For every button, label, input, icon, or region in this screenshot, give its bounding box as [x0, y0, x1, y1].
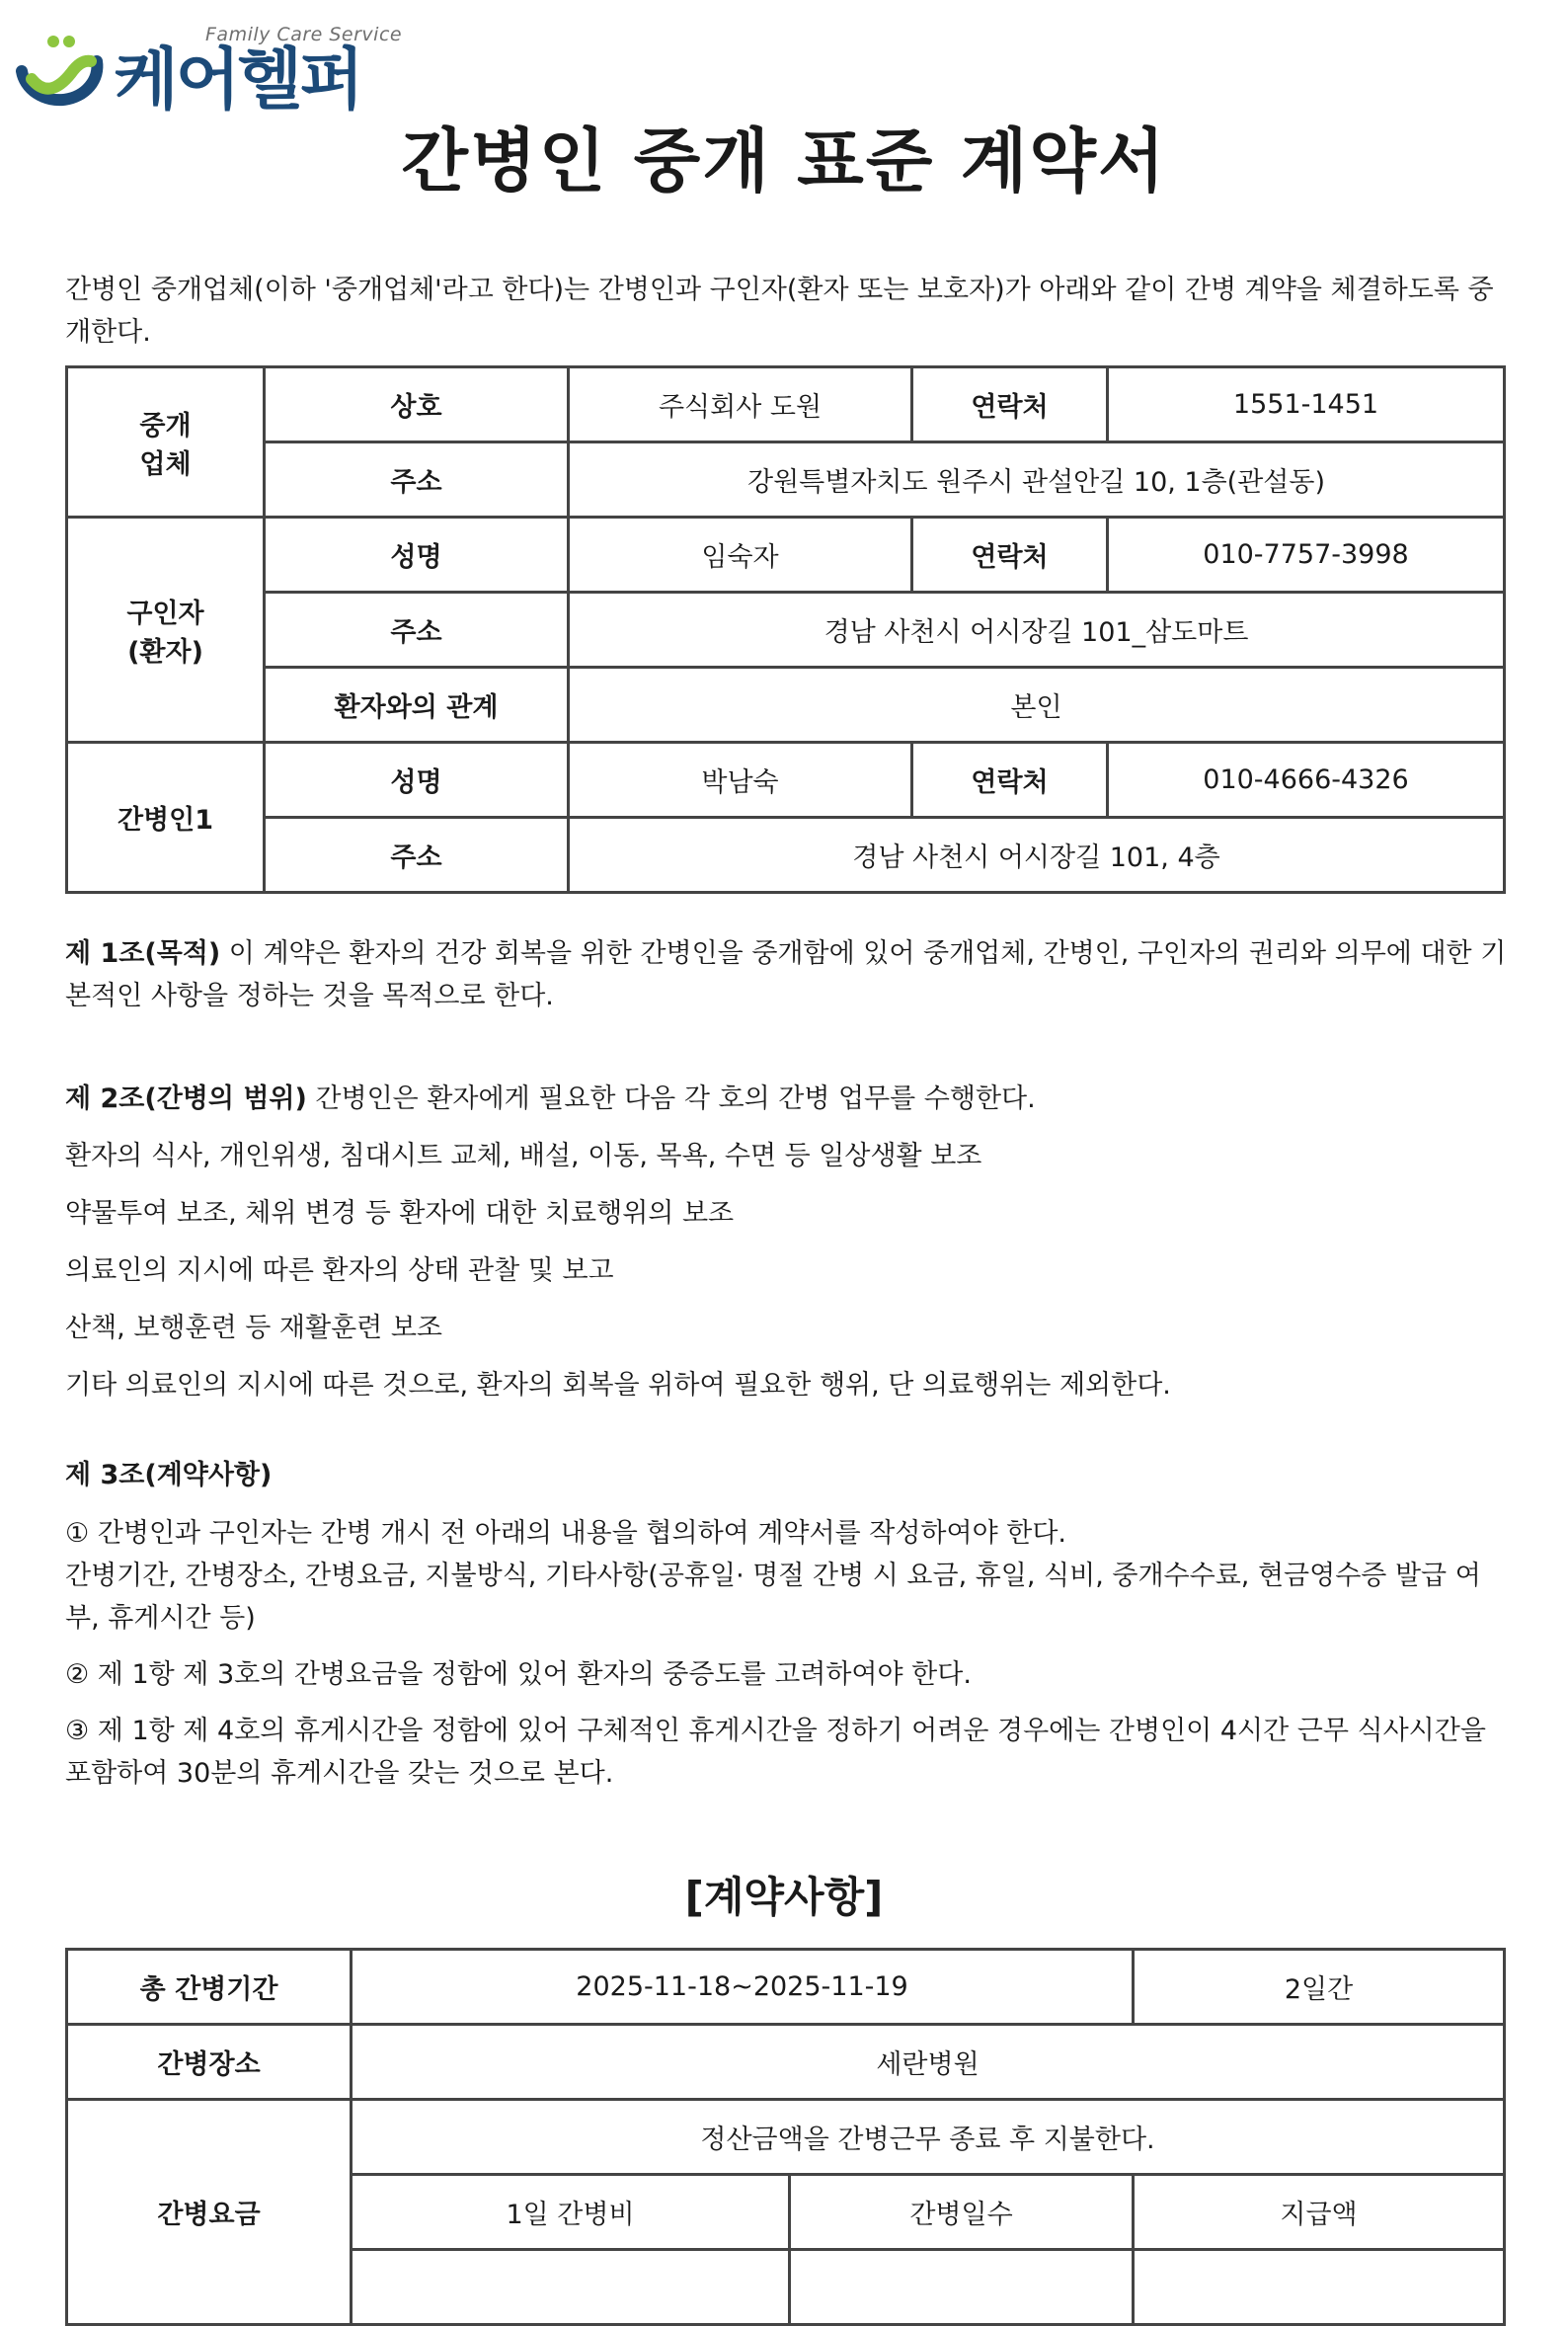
article-3: [65, 1454, 1507, 1795]
caregiver-address-label: 주소: [265, 818, 569, 893]
caregiver-name-label: 성명: [265, 743, 569, 818]
fee-col-total: 지급액: [1134, 2175, 1505, 2250]
fee-col-daily: 1일 간병비: [352, 2175, 790, 2250]
caregiver-label: 간병인1: [67, 743, 265, 893]
article-2: [65, 1071, 1507, 1414]
page-title: 간병인 중개 표준 계약서: [401, 120, 1167, 201]
client-address: 경남 사천시 어시장길 101_삼도마트: [569, 593, 1505, 668]
agency-address-label: 주소: [265, 442, 569, 518]
logo: [10, 22, 405, 120]
fee-label: 간병요금: [67, 2100, 352, 2325]
client-name-label: 성명: [265, 518, 569, 593]
article-2-item: 산책, 보행훈련 등 재활훈련 보조: [65, 1313, 442, 1343]
client-relation: 본인: [569, 668, 1505, 743]
agency-label: 중개 업체: [67, 367, 265, 518]
fee-col-days: 간병일수: [790, 2175, 1134, 2250]
article-3-title: 제 3조(계약사항): [65, 1460, 273, 1490]
period-days: 2일간: [1134, 1950, 1505, 2025]
article-2-title: 제 2조(간병의 범위): [65, 1083, 307, 1114]
article-1: [65, 932, 1507, 1017]
contract-section-title: [계약사항]: [684, 1873, 884, 1921]
client-relation-label: 환자와의 관계: [265, 668, 569, 743]
agency-phone: 1551-1451: [1108, 367, 1505, 442]
agency-name-label: 상호: [265, 367, 569, 442]
intro-text: 간병인 중개업체(이하 '중개업체'라고 한다)는 간병인과 구인자(환자 또는 보호자)가 아래와 같이 간병 계약을 체결하도록 중개한다.: [65, 275, 1494, 348]
contract-table: [65, 1948, 1506, 2326]
logo-mark-icon: [10, 32, 109, 120]
article-2-item: 기타 의료인의 지시에 따른 것으로, 환자의 회복을 위하여 필요한 행위, 단 의료행위는 제외한다.: [65, 1370, 1171, 1401]
caregiver-name: 박남숙: [569, 743, 912, 818]
client-address-label: 주소: [265, 593, 569, 668]
period-label: 총 간병기간: [67, 1950, 352, 2025]
article-2-text: 간병인은 환자에게 필요한 다음 각 호의 간병 업무를 수행한다.: [306, 1083, 1036, 1114]
article-2-item: 약물투여 보조, 체위 변경 등 환자에 대한 치료행위의 보조: [65, 1198, 735, 1229]
article-1-title: 제 1조(목적): [65, 938, 221, 969]
article-2-item: 환자의 식사, 개인위생, 침대시트 교체, 배설, 이동, 목욕, 수면 등 일상생활 보조: [65, 1141, 982, 1171]
article-3-clause-1-detail: 간병기간, 간병장소, 간병요금, 지불방식, 기타사항(공휴일· 명절 간병 시 요금, 휴일, 식비, 중개수수료, 현금영수증 발급 여부, 휴게시간 등): [65, 1561, 1481, 1634]
fee-note: 정산금액을 간병근무 종료 후 지불한다.: [352, 2100, 1505, 2175]
caregiver-phone: 010-4666-4326: [1108, 743, 1505, 818]
period-value: 2025-11-18~2025-11-19: [352, 1950, 1134, 2025]
client-phone-label: 연락처: [912, 518, 1108, 593]
fee-total-value: [1134, 2250, 1505, 2325]
article-1-text: 이 계약은 환자의 건강 회복을 위한 간병인을 중개함에 있어 중개업체, 간병인, 구인자의 권리와 의무에 대한 기본적인 사항을 정하는 것을 목적으로 한다.: [65, 938, 1507, 1011]
caregiver-phone-label: 연락처: [912, 743, 1108, 818]
client-name: 임숙자: [569, 518, 912, 593]
client-phone: 010-7757-3998: [1108, 518, 1505, 593]
caregiver-address: 경남 사천시 어시장길 101, 4층: [569, 818, 1505, 893]
fee-daily-value: [352, 2250, 790, 2325]
article-3-clause-2: ② 제 1항 제 3호의 간병요금을 정함에 있어 환자의 중증도를 고려하여야 한다.: [65, 1659, 972, 1690]
article-3-clause-3: ③ 제 1항 제 4호의 휴게시간을 정함에 있어 구체적인 휴게시간을 정하기 어려운 경우에는 간병인이 4시간 근무 식사시간을 포함하여 30분의 휴게시간을 갖는 것으로 본다.: [65, 1716, 1486, 1789]
agency-address: 강원특별자치도 원주시 관설안길 10, 1층(관설동): [569, 442, 1505, 518]
client-label: 구인자 (환자): [67, 518, 265, 743]
logo-tagline: Family Care Service: [205, 24, 403, 45]
article-3-clause-1: ① 간병인과 구인자는 간병 개시 전 아래의 내용을 협의하여 계약서를 작성하여야 한다.: [65, 1518, 1066, 1549]
agency-name: 주식회사 도원: [569, 367, 912, 442]
agency-phone-label: 연락처: [912, 367, 1108, 442]
parties-table: [65, 365, 1506, 894]
place-value: 세란병원: [352, 2025, 1505, 2100]
fee-days-value: [790, 2250, 1134, 2325]
logo-brand: 케어헬퍼: [114, 41, 361, 120]
article-2-item: 의료인의 지시에 따른 환자의 상태 관찰 및 보고: [65, 1255, 614, 1286]
place-label: 간병장소: [67, 2025, 352, 2100]
